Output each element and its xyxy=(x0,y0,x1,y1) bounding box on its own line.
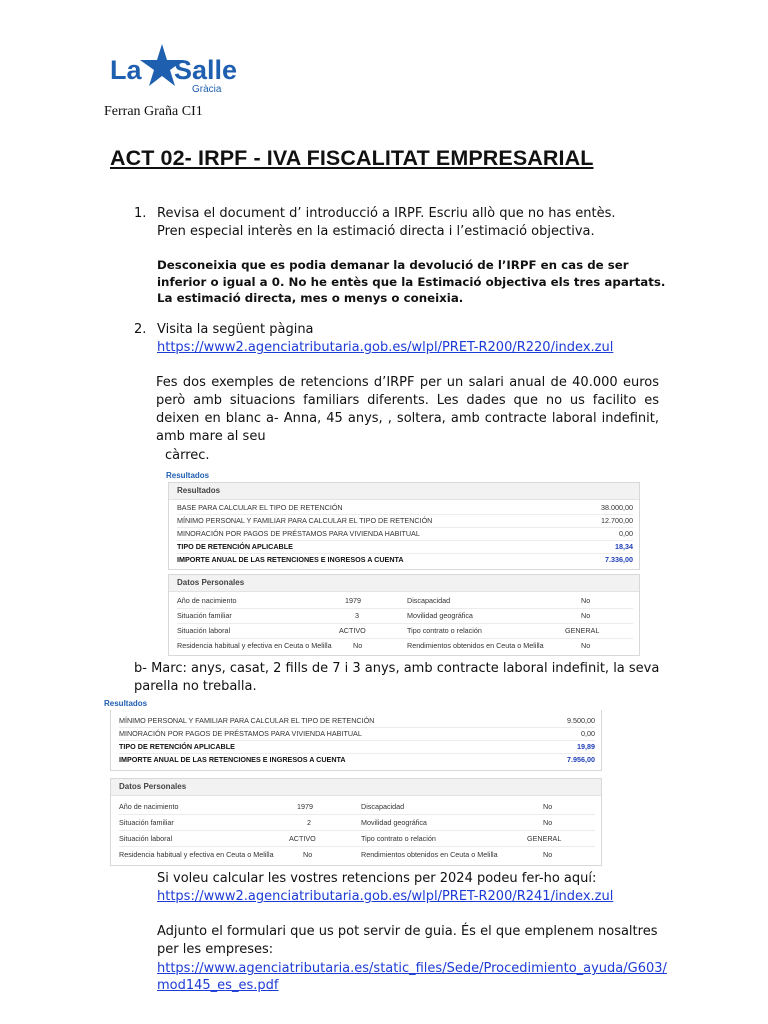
result-row-retention-rate: TIPO DE RETENCIÓN APLICABLE 18,34 xyxy=(177,540,633,554)
result-row: BASE PARA CALCULAR EL TIPO DE RETENCIÓN 38.000,00 xyxy=(177,501,633,515)
item-1-answer: Desconeixia que es podia demanar la devolució de l’IRPF en cas de ser inferior o igual a 0. No he entès que la Estimació objectiva els tres apartats. La estimació directa, mes o menys o coneixia. xyxy=(157,258,666,305)
item-2-number: 2. xyxy=(134,322,147,337)
example-a-personal-box xyxy=(168,574,640,656)
personal-row: Año de nacimiento 1979 Discapacidad No xyxy=(119,799,595,815)
personal-row: Residencia habitual y efectiva en Ceuta o Melilla No Rendimientos obtenidos en Ceuta o Melilla No xyxy=(177,641,591,650)
result-row: MÍNIMO PERSONAL Y FAMILIAR PARA CALCULAR EL TIPO DE RETENCIÓN 12.700,00 xyxy=(177,514,633,528)
example-b-header: Resultados xyxy=(104,699,148,708)
form-link-line-1[interactable]: https://www.agenciatributaria.es/static_files/Sede/Procedimiento_ayuda/G603/ xyxy=(157,961,667,976)
logo-salle-text: Salle xyxy=(174,55,238,85)
example-b-personal-title: Datos Personales xyxy=(111,779,601,796)
result-row: MINORACIÓN POR PAGOS DE PRÉSTAMOS PARA VIVIENDA HABITUAL 0,00 xyxy=(119,727,595,741)
form-text: Adjunto el formulari que us pot servir de guia. És el que emplenem nosaltres per les empreses: xyxy=(157,924,658,957)
result-row: MINORACIÓN POR PAGOS DE PRÉSTAMOS PARA VIVIENDA HABITUAL 0,00 xyxy=(177,527,633,541)
personal-row: Año de nacimiento 1979 Discapacidad No xyxy=(177,593,633,609)
personal-row: Residencia habitual y efectiva en Ceuta o Melilla No Rendimientos obtenidos en Ceuta o Melilla No xyxy=(119,850,553,859)
document-title: ACT 02- IRPF - IVA FISCALITAT EMPRESARIAL xyxy=(110,146,594,170)
example-a-results-box xyxy=(168,482,640,570)
example-b-results-box xyxy=(110,710,602,771)
logo-la-text: La xyxy=(110,55,142,85)
item-2-paragraph: Fes dos exemples de retencions d’IRPF per un salari anual de 40.000 euros però amb situacions familiars diferents. Les dades que no us facilito es deixen en blanc a- Anna, 45 anys, , soltera, amb contracte laboral indefinit, amb mare al seu xyxy=(156,375,659,444)
calc-text: Si voleu calcular les vostres retencions per 2024 podeu fer-ho aquí: xyxy=(157,871,597,886)
la-salle-logo xyxy=(108,40,248,100)
example-a-results-panel xyxy=(166,468,642,656)
item-2-paragraph-end: càrrec. xyxy=(165,448,210,463)
example-b-text: b- Marc: anys, casat, 2 fills de 7 i 3 anys, amb contracte laboral indefinit, la seva parella no treballa. xyxy=(134,661,660,694)
result-row-annual-amount: IMPORTE ANUAL DE LAS RETENCIONES E INGRESOS A CUENTA 7.956,00 xyxy=(119,755,595,764)
result-row: MÍNIMO PERSONAL Y FAMILIAR PARA CALCULAR EL TIPO DE RETENCIÓN 9.500,00 xyxy=(119,714,595,728)
result-row-annual-amount: IMPORTE ANUAL DE LAS RETENCIONES E INGRESOS A CUENTA 7.336,00 xyxy=(177,555,633,564)
logo-subtitle: Gràcia xyxy=(192,84,222,95)
example-b-results-panel xyxy=(104,696,602,870)
example-a-box-title: Resultados xyxy=(169,483,639,500)
personal-row: Situación familiar 2 Movilidad geográfica No xyxy=(119,815,595,831)
result-row-retention-rate: TIPO DE RETENCIÓN APLICABLE 19,89 xyxy=(119,740,595,754)
example-a-header: Resultados xyxy=(166,471,210,480)
example-b-personal-box xyxy=(110,778,602,866)
item-1-number: 1. xyxy=(134,206,147,221)
item-2-text: Visita la següent pàgina xyxy=(157,322,314,337)
example-a-personal-title: Datos Personales xyxy=(169,575,639,592)
author-name: Ferran Graña CI1 xyxy=(104,104,203,119)
retention-calculator-link[interactable]: https://www2.agenciatributaria.gob.es/wlpl/PRET-R200/R220/index.zul xyxy=(157,340,614,355)
personal-row: Situación laboral ACTIVO Tipo contrato o relación GENERAL xyxy=(119,831,595,847)
personal-row: Situación laboral ACTIVO Tipo contrato o relación GENERAL xyxy=(177,623,633,639)
form-link-line-2[interactable]: mod145_es_es.pdf xyxy=(157,978,279,993)
personal-row: Situación familiar 3 Movilidad geográfica No xyxy=(177,608,633,624)
item-1-text: Revisa el document d’ introducció a IRPF. Escriu allò que no has entès. Pren especial interès en la estimació directa i l’estimació objectiva. xyxy=(157,206,616,239)
calc-2024-link[interactable]: https://www2.agenciatributaria.gob.es/wlpl/PRET-R200/R241/index.zul xyxy=(157,889,614,904)
